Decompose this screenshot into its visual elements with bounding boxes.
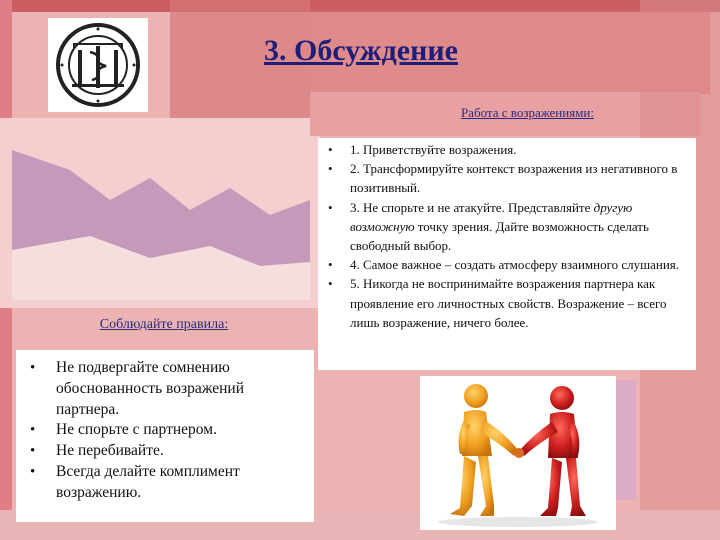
list-item-emphasis: другую возможную: [350, 199, 633, 234]
objections-panel: [318, 138, 696, 370]
handshake-illustration: [420, 376, 616, 530]
objections-heading: Работа с возражениями:: [460, 105, 594, 120]
list-item: • Всегда делайте комплимент возражению.: [56, 462, 304, 504]
university-logo: [48, 18, 148, 112]
list-item: • 2. Трансформируйте контекст возражения из негативного в позитивный.: [342, 159, 682, 197]
list-item-text: точку зрения. Дайте возможность сделать свободный выбор.: [350, 218, 649, 254]
slide-title: 3. Обсуждение: [264, 34, 458, 67]
list-item-text: 3. Не спорьте и не атакуйте. Представляйте: [350, 199, 594, 215]
list-item: • Не перебивайте.: [56, 441, 304, 462]
handshake-figures-icon: [420, 376, 616, 530]
list-item: [342, 198, 682, 256]
university-emblem-icon: [48, 18, 148, 112]
rules-panel: [16, 350, 314, 522]
list-item: • 1. Приветствуйте возражения.: [342, 140, 682, 159]
list-item: • 5. Никогда не воспринимайте возражения партнера как проявление его личностных свойств. Возражение – всего лишь возражение, ничего более.: [342, 274, 682, 332]
objections-list: [342, 140, 682, 332]
rules-list: [56, 358, 304, 504]
rules-heading: Соблюдайте правила:: [99, 317, 229, 332]
list-item: • Не подвергайте сомнению обоснованность возражений партнера.: [56, 358, 304, 420]
list-item: • Не спорьте с партнером.: [56, 420, 304, 441]
list-item: • 4. Самое важное – создать атмосферу взаимного слушания.: [342, 255, 682, 274]
